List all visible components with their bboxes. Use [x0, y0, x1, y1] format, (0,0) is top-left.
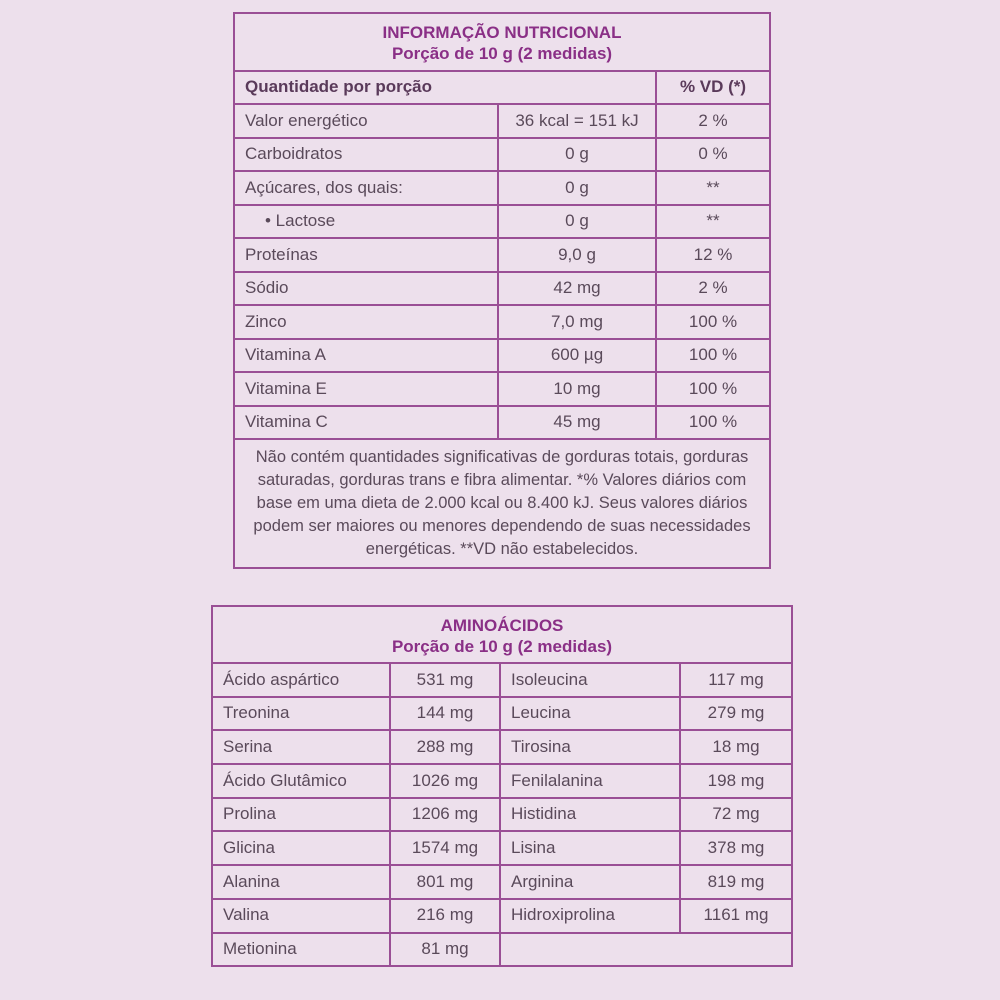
amino-title: AMINOÁCIDOS: [440, 615, 564, 635]
amino-value: 72 mg: [680, 798, 792, 832]
nutrient-amount: 0 g: [498, 171, 656, 205]
nutrient-vd: 0 %: [656, 138, 770, 172]
amino-name: Hidroxiprolina: [500, 899, 680, 933]
amino-value: 216 mg: [390, 899, 500, 933]
nutrition-footnote-row: [234, 439, 770, 568]
nutrient-amount: 600 µg: [498, 339, 656, 373]
amino-name: Treonina: [212, 697, 390, 731]
nutrition-footnote: Não contém quantidades significativas de gorduras totais, gorduras saturadas, gorduras trans e fibra alimentar. *% Valores diários com base em uma dieta de 2.000 kcal ou 8.400 kJ. Seus valores diários podem ser maiores ou menores dependendo de suas necessidades energéticas. **VD não estabelecidos.: [234, 439, 770, 568]
table-row: [212, 697, 792, 731]
amino-name: Prolina: [212, 798, 390, 832]
table-row: [212, 730, 792, 764]
amino-value: 1206 mg: [390, 798, 500, 832]
nutrient-amount: 7,0 mg: [498, 305, 656, 339]
amino-value: 144 mg: [390, 697, 500, 731]
nutrient-name: Valor energético: [234, 104, 498, 138]
amino-name: Fenilalanina: [500, 764, 680, 798]
nutrient-name: Zinco: [234, 305, 498, 339]
nutrient-amount: 0 g: [498, 138, 656, 172]
amino-name: Isoleucina: [500, 663, 680, 697]
nutrient-vd: 100 %: [656, 305, 770, 339]
nutrient-name: • Lactose: [234, 205, 498, 239]
amino-name: Serina: [212, 730, 390, 764]
table-row: [234, 104, 770, 138]
nutrition-subtitle: Porção de 10 g (2 medidas): [391, 44, 613, 63]
amino-value: 531 mg: [390, 663, 500, 697]
table-row: [234, 406, 770, 440]
nutrient-amount: 9,0 g: [498, 238, 656, 272]
amino-name: Glicina: [212, 831, 390, 865]
nutrient-amount: 42 mg: [498, 272, 656, 306]
amino-name: Ácido aspártico: [212, 663, 390, 697]
table-row: [234, 305, 770, 339]
table-row: [234, 272, 770, 306]
amino-name: Metionina: [212, 933, 390, 967]
table-row: [212, 764, 792, 798]
amino-title-cell: [212, 606, 792, 663]
amino-name: Tirosina: [500, 730, 680, 764]
table-row: [212, 798, 792, 832]
amino-value: 18 mg: [680, 730, 792, 764]
amino-header-row: [212, 606, 792, 663]
nutrient-name: Proteínas: [234, 238, 498, 272]
table-row: [234, 171, 770, 205]
nutrient-vd: 2 %: [656, 272, 770, 306]
column-header-quantity: Quantidade por porção: [234, 71, 656, 104]
table-row: [234, 138, 770, 172]
nutrition-title-cell: [234, 13, 770, 71]
table-row: [212, 865, 792, 899]
nutrient-amount: 36 kcal = 151 kJ: [498, 104, 656, 138]
table-row: [234, 372, 770, 406]
nutrient-vd: 100 %: [656, 406, 770, 440]
amino-subtitle: Porção de 10 g (2 medidas): [391, 636, 613, 656]
nutrient-vd: 100 %: [656, 372, 770, 406]
table-row: [212, 933, 792, 967]
amino-name: Leucina: [500, 697, 680, 731]
amino-value: 1161 mg: [680, 899, 792, 933]
nutrient-vd: **: [656, 171, 770, 205]
amino-value: 81 mg: [390, 933, 500, 967]
amino-name: Ácido Glutâmico: [212, 764, 390, 798]
nutrient-vd: 2 %: [656, 104, 770, 138]
nutrient-name: Vitamina A: [234, 339, 498, 373]
amino-name: Arginina: [500, 865, 680, 899]
table-row: [234, 339, 770, 373]
amino-value: 378 mg: [680, 831, 792, 865]
nutrient-name: Açúcares, dos quais:: [234, 171, 498, 205]
amino-value: 198 mg: [680, 764, 792, 798]
amino-value: 819 mg: [680, 865, 792, 899]
nutrient-vd: **: [656, 205, 770, 239]
table-row: [212, 831, 792, 865]
amino-name: Histidina: [500, 798, 680, 832]
table-row: [212, 899, 792, 933]
amino-value: 279 mg: [680, 697, 792, 731]
amino-value: 1574 mg: [390, 831, 500, 865]
nutrient-name: Sódio: [234, 272, 498, 306]
nutrient-amount: 45 mg: [498, 406, 656, 440]
nutrient-amount: 10 mg: [498, 372, 656, 406]
nutrient-vd: 100 %: [656, 339, 770, 373]
nutrient-name: Vitamina E: [234, 372, 498, 406]
nutrient-vd: 12 %: [656, 238, 770, 272]
amino-value: 1026 mg: [390, 764, 500, 798]
amino-value: 801 mg: [390, 865, 500, 899]
table-row: [234, 238, 770, 272]
nutrient-name: Vitamina C: [234, 406, 498, 440]
empty-cell: [500, 933, 792, 967]
amino-name: Lisina: [500, 831, 680, 865]
table-row: [212, 663, 792, 697]
column-header-vd: % VD (*): [656, 71, 770, 104]
amino-value: 117 mg: [680, 663, 792, 697]
amino-value: 288 mg: [390, 730, 500, 764]
nutrition-table: [233, 12, 771, 569]
amino-table: [211, 605, 793, 967]
nutrition-header-row: [234, 13, 770, 71]
table-row: [234, 205, 770, 239]
nutrition-title: INFORMAÇÃO NUTRICIONAL: [382, 23, 622, 42]
nutrient-name: Carboidratos: [234, 138, 498, 172]
nutrient-amount: 0 g: [498, 205, 656, 239]
amino-name: Alanina: [212, 865, 390, 899]
amino-name: Valina: [212, 899, 390, 933]
nutrition-column-header-row: [234, 71, 770, 104]
